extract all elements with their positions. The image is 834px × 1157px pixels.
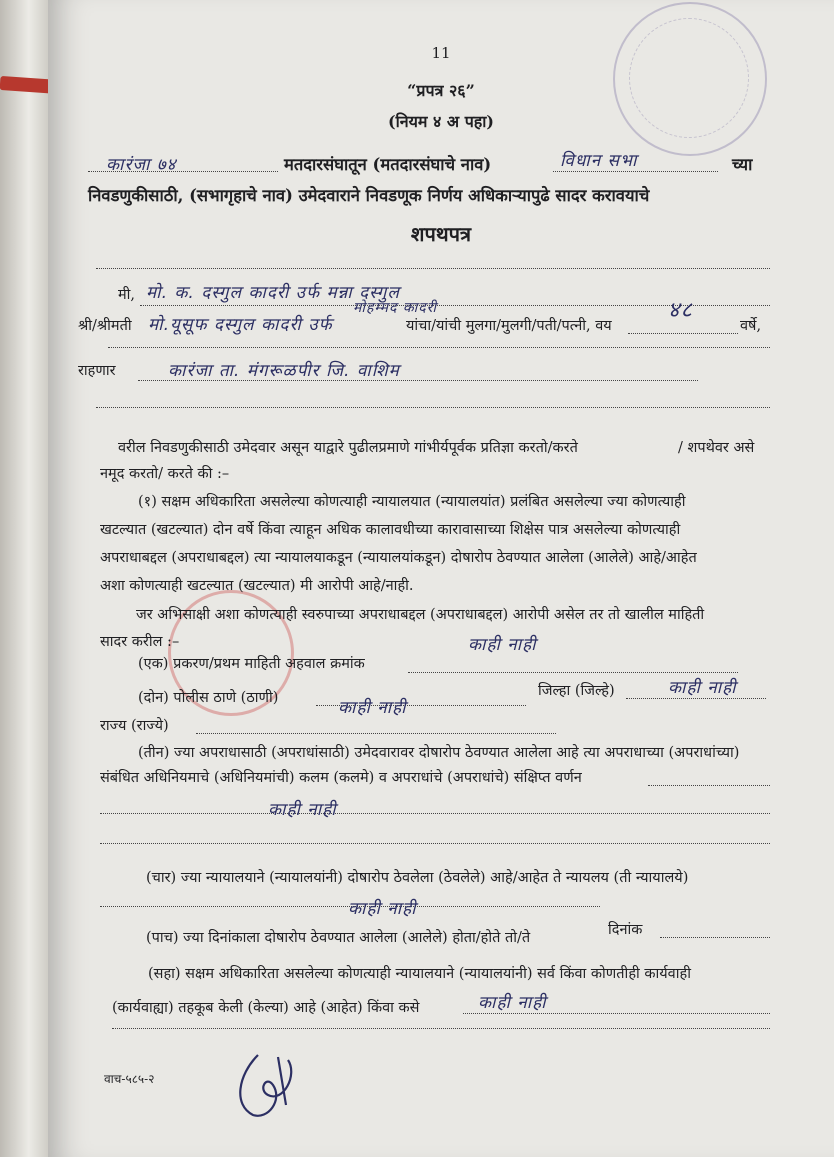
dotted-line	[626, 698, 766, 699]
handwritten-proceedings: काही नाही	[478, 993, 547, 1013]
charge-date-line: (पाच) ज्या दिनांकाला दोषारोप ठेवण्यात आलेला (आलेले) होता/होते तो/ते	[146, 930, 531, 946]
line1-suffix: च्या	[732, 155, 753, 174]
handwritten-residence: कारंजा ता. मंगरूळपीर जि. वाशिम	[168, 361, 400, 381]
dotted-line	[553, 171, 718, 172]
dotted-line	[408, 672, 738, 673]
affidavit-heading: शपथपत्र	[410, 222, 472, 246]
dotted-line	[96, 407, 770, 408]
court-line-1: (चार) ज्या न्यायालयाने (न्यायालयांनी) दोषारोप ठेवलेला (ठेवलेले) आहे/आहेत ते न्यायलय (ती न्यायालये)	[146, 870, 689, 886]
office-seal-stamp	[613, 2, 767, 156]
handwritten-court: काही नाही	[348, 899, 417, 919]
rule-reference: (नियम ४ अ पहा)	[388, 112, 494, 131]
dotted-line	[112, 1028, 770, 1029]
election-line: निवडणुकीसाठी, (सभागृहाचे नाव) उमेदवाराने निवडणूक निर्णय अधिकाऱ्यापुढे सादर करावयाचे	[88, 186, 650, 205]
form-title: “प्रपत्र २६”	[407, 81, 475, 100]
handwritten-police-station: काही नाही	[338, 698, 407, 718]
police-station-label: (दोन) पोलीस ठाणे (ठाणी)	[138, 690, 279, 706]
offence-line-2: संबंधित अधिनियमाचे (अधिनियमांची) कलम (कलमे) व अपराधांचे (अपराधांचे) संक्षिप्त वर्णन	[100, 770, 582, 786]
dotted-line	[96, 268, 770, 269]
page-number: 11	[431, 44, 451, 62]
relation-text: यांचा/यांची मुलगा/मुलगी/पती/पत्नी, वय	[406, 318, 612, 334]
handwritten-district: काही नाही	[668, 678, 737, 698]
dotted-line	[100, 843, 770, 844]
signature-icon	[228, 1045, 308, 1125]
intro-line-1: वरील निवडणुकीसाठी उमेदवार असून याद्वारे पुढीलप्रमाणे गांभीर्यपूर्वक प्रतिज्ञा करतो/करते	[118, 440, 578, 456]
name-prefix: मी,	[118, 287, 136, 303]
item1-line-3: अपराधाबद्दल (अपराधाबद्दल) त्या न्यायालयाकडून (न्यायालयांकडून) दोषारोप ठेवण्यात आलेला (आलेले) आहे/आहेत	[100, 550, 697, 566]
district-label: जिल्हा (जिल्हे)	[538, 683, 615, 699]
handwritten-constituency-name: विधान सभा	[560, 151, 638, 171]
condition-line-2: सादर करील :–	[100, 634, 180, 650]
item1-line-4: अशा कोणत्याही खटल्यात (खटल्यात) मी आरोपी आहे/नाही.	[100, 578, 414, 594]
dotted-line	[108, 347, 770, 348]
handwritten-offence: काही नाही	[268, 800, 337, 820]
dotted-line	[648, 785, 770, 786]
document-page	[48, 0, 834, 1157]
item1-line-2: खटल्यात (खटल्यात) दोन वर्षे किंवा त्याहून अधिक कालावधीच्या कारावासाच्या शिक्षेस पात्र असलेल्या कोणत्याही	[100, 522, 681, 538]
proceedings-line-1: (सहा) सक्षम अधिकारिता असलेल्या कोणत्याही न्यायालयाने (न्यायालयांनी) सर्व किंवा कोणतीही कार्यवाही	[148, 966, 691, 982]
book-binding	[0, 0, 48, 1157]
dotted-line	[463, 1013, 770, 1014]
proceedings-line-2: (कार्यवाह्या) तहकूब केली (केल्या) आहे (आहेत) किंवा कसे	[112, 1000, 420, 1016]
intro-line-1b: / शपथेवर असे	[678, 440, 755, 456]
residence-prefix: राहणार	[78, 363, 116, 379]
handwritten-constituency-no: कारंजा ७४	[106, 155, 177, 175]
dotted-line	[100, 813, 770, 814]
state-label: राज्य (राज्ये)	[100, 718, 169, 734]
date-label: दिनांक	[608, 922, 643, 938]
constituency-label: मतदारसंघातून (मतदारसंघाचे नाव)	[284, 155, 492, 174]
handwritten-relation-extra: मोहम्मद कादरी	[353, 300, 438, 316]
fir-label: (एक) प्रकरण/प्रथम माहिती अहवाल क्रमांक	[138, 656, 365, 672]
intro-line-2: नमूद करतो/ करते की :–	[100, 466, 230, 482]
dotted-line	[196, 733, 556, 734]
handwritten-relation: मो.यूसूफ दस्गुल कादरी उर्फ	[148, 315, 333, 335]
handwritten-fir: काही नाही	[468, 635, 537, 655]
offence-line-1: (तीन) ज्या अपराधासाठी (अपराधांसाठी) उमेदवारावर दोषारोप ठेवण्यात आलेला आहे त्या अपराधाच्या (अपराधांच्या)	[138, 745, 740, 761]
age-suffix: वर्षे,	[740, 318, 762, 334]
item1-line-1: (१) सक्षम अधिकारिता असलेल्या कोणत्याही न्यायालयात (न्यायालयांत) प्रलंबित असलेल्या ज्या कोणत्याही	[138, 494, 686, 510]
handwritten-age: ४८	[668, 298, 693, 323]
handwritten-name: मो. क. दस्गुल कादरी उर्फ मन्ना दस्गुल	[146, 283, 400, 303]
relation-prefix: श्री/श्रीमती	[78, 318, 132, 334]
dotted-line	[660, 937, 770, 938]
condition-line-1: जर अभिसाक्षी अशा कोणत्याही स्वरुपाच्या अपराधाबद्दल (अपराधाबद्दल) आरोपी असेल तर तो खालील माहिती	[136, 607, 705, 623]
footer-code: वाच-५८५-२	[104, 1072, 155, 1086]
dotted-line	[628, 333, 738, 334]
